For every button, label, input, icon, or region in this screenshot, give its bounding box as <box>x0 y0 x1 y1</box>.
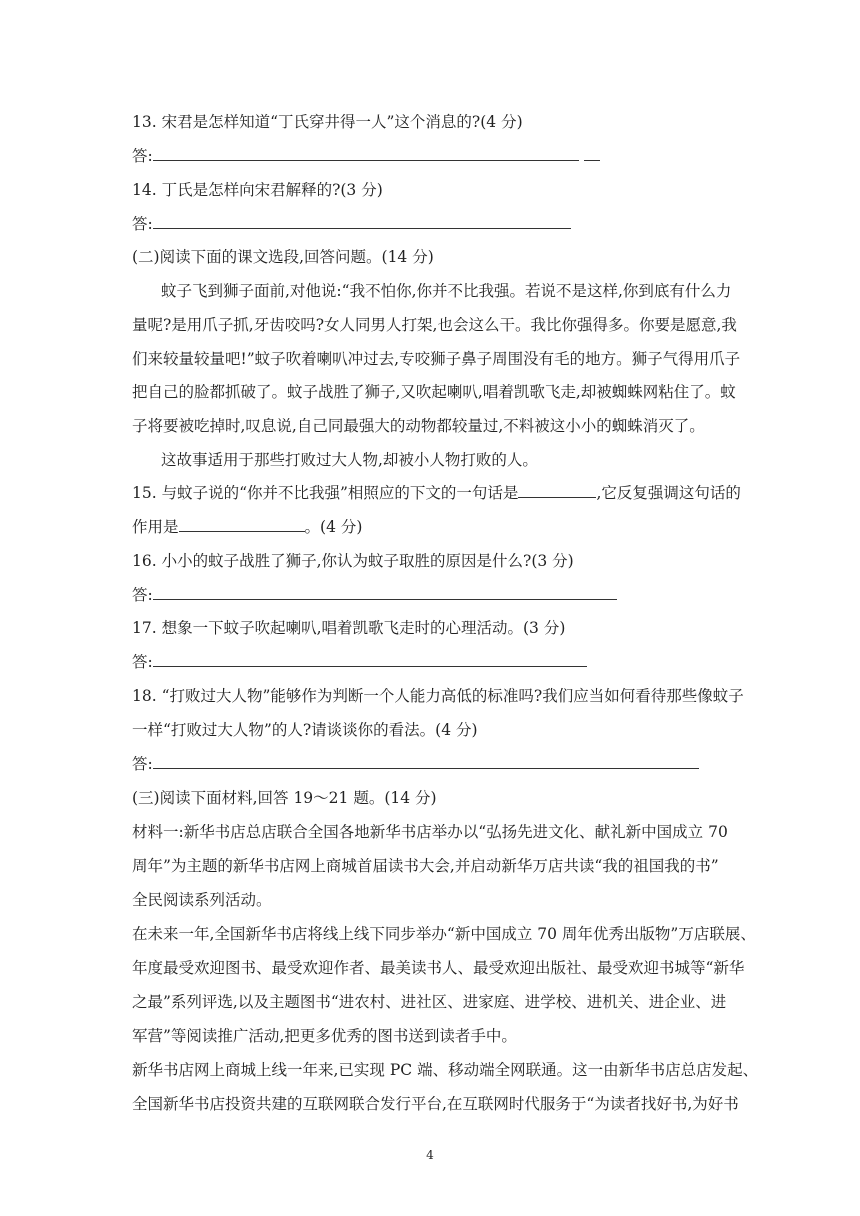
passage-line: 蚊子飞到狮子面前,对他说:“我不怕你,你并不比我强。若说不是这样,你到底有什么力 <box>161 282 732 300</box>
answer-blank[interactable] <box>153 213 571 229</box>
question-16: 16. 小小的蚊子战胜了狮子,你认为蚊子取胜的原因是什么?(3 分) <box>132 552 574 570</box>
question-13: 13. 宋君是怎样知道“丁氏穿井得一人”这个消息的?(4 分) <box>132 113 523 131</box>
question-15-text: 。(4 分) <box>304 518 363 536</box>
passage-line: 们来较量较量吧!”蚊子吹着喇叭冲过去,专咬狮子鼻子周围没有毛的地方。狮子气得用爪子 <box>132 350 741 368</box>
answer-blank[interactable] <box>153 145 579 161</box>
answer-line-18[interactable] <box>132 753 699 775</box>
material-line: 之最”系列评选,以及主题图书“进农村、进社区、进家庭、进学校、进机关、进企业、进 <box>132 993 727 1011</box>
material-line: 全国新华书店投资共建的互联网联合发行平台,在互联网时代服务于“为读者找好书,为好书 <box>132 1095 739 1113</box>
material-line: 军营”等阅读推广活动,把更多优秀的图书送到读者手中。 <box>132 1027 517 1045</box>
answer-line-17[interactable] <box>132 651 587 673</box>
page-number: 4 <box>426 1148 434 1162</box>
question-15-line2 <box>132 516 362 538</box>
question-15-text: 作用是 <box>132 518 179 536</box>
answer-line-16[interactable] <box>132 584 617 606</box>
answer-blank-extra[interactable] <box>584 145 600 161</box>
passage-line: 子将要被吃掉时,叹息说,自己同最强大的动物都较量过,不料被这小小的蜘蛛消灭了。 <box>132 417 705 435</box>
material-line: 周年”为主题的新华书店网上商城首届读书大会,并启动新华万店共读“我的祖国我的书” <box>132 857 719 875</box>
fill-blank-15b[interactable] <box>179 516 305 532</box>
question-15-text: 15. 与蚊子说的“你并不比我强”相照应的下文的一句话是 <box>132 484 519 502</box>
question-18-line2: 一样“打败过大人物”的人?请谈谈你的看法。(4 分) <box>132 721 478 739</box>
answer-prefix: 答: <box>132 755 153 773</box>
material-line: 新华书店网上商城上线一年来,已实现 PC 端、移动端全网联通。这一由新华书店总店发起、 <box>132 1061 759 1079</box>
question-15-text: ,它反复强调这句话的 <box>596 484 741 502</box>
answer-blank[interactable] <box>153 584 590 600</box>
answer-blank-extra[interactable] <box>590 584 617 600</box>
question-14: 14. 丁氏是怎样向宋君解释的?(3 分) <box>132 181 383 199</box>
question-15-line1 <box>132 482 741 504</box>
answer-line-13[interactable] <box>132 145 600 167</box>
material-line: 年度最受欢迎图书、最受欢迎作者、最美读书人、最受欢迎出版社、最受欢迎书城等“新华 <box>132 959 745 977</box>
answer-blank[interactable] <box>153 651 587 667</box>
material-line: 全民阅读系列活动。 <box>132 891 272 909</box>
answer-prefix: 答: <box>132 147 153 165</box>
answer-line-14[interactable] <box>132 213 571 235</box>
material-line: 材料一:新华书店总店联合全国各地新华书店举办以“弘扬先进文化、献礼新中国成立 70 <box>132 823 728 841</box>
section-3-heading: (三)阅读下面材料,回答 19～21 题。(14 分) <box>132 789 437 807</box>
fill-blank-15a[interactable] <box>518 482 596 498</box>
question-18-line1: 18. “打败过大人物”能够作为判断一个人能力高低的标准吗?我们应当如何看待那些像蚊子 <box>132 687 744 705</box>
answer-prefix: 答: <box>132 653 153 671</box>
passage-line: 把自己的脸都抓破了。蚊子战胜了狮子,又吹起喇叭,唱着凯歌飞走,却被蜘蛛网粘住了。蚊 <box>132 383 736 401</box>
answer-prefix: 答: <box>132 586 153 604</box>
answer-prefix: 答: <box>132 215 153 233</box>
passage-line: 量呢?是用爪子抓,牙齿咬吗?女人同男人打架,也会这么干。我比你强得多。你要是愿意,我 <box>132 316 737 334</box>
passage-moral: 这故事适用于那些打败过大人物,却被小人物打败的人。 <box>161 451 538 469</box>
material-line: 在未来一年,全国新华书店将线上线下同步举办“新中国成立 70 周年优秀出版物”万店联展、 <box>132 925 756 943</box>
answer-blank[interactable] <box>153 753 699 769</box>
section-2-heading: (二)阅读下面的课文选段,回答问题。(14 分) <box>132 248 434 266</box>
question-17: 17. 想象一下蚊子吹起喇叭,唱着凯歌飞走时的心理活动。(3 分) <box>132 619 566 637</box>
